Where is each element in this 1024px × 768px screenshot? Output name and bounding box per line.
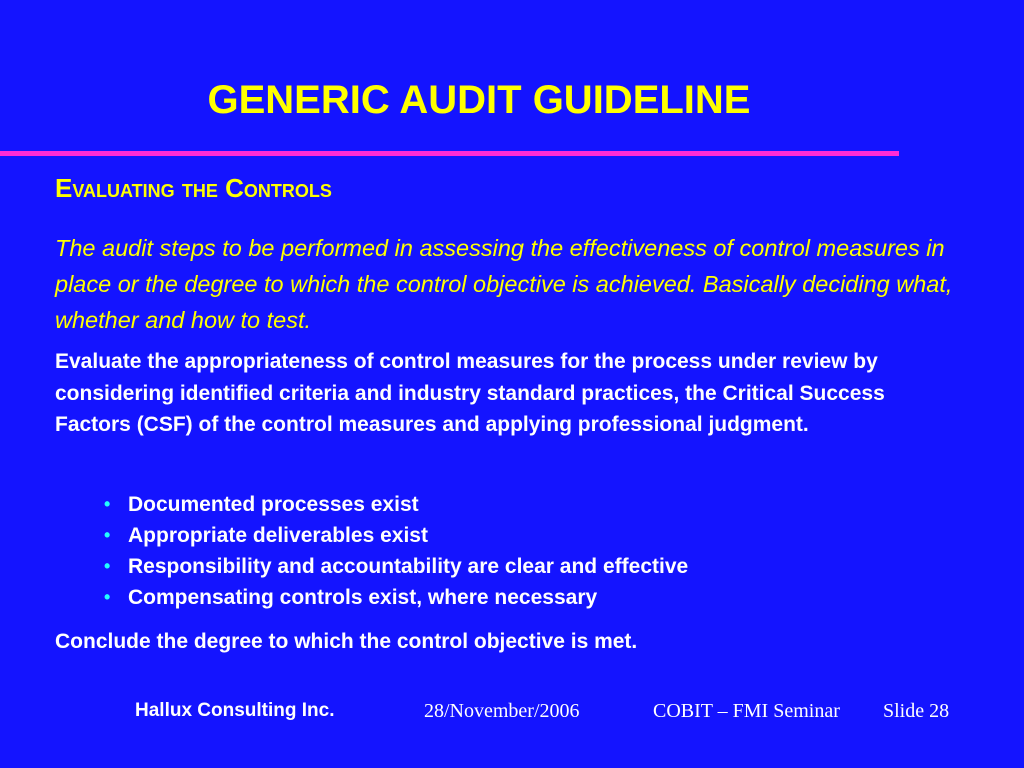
bullet-dot-icon: • [104,556,111,576]
bullet-text: Compensating controls exist, where necessary [128,586,598,609]
intro-paragraph: The audit steps to be performed in assessing the effectiveness of control measures in place or the degree to which the control objective is achieved. Basically deciding what, whether and how to test. [55,235,953,333]
conclusion-text: Conclude the degree to which the control objective is met. [55,630,638,653]
footer-slide-number: Slide 28 [883,700,950,722]
bullet-text: Documented processes exist [128,493,419,516]
bullet-list [104,489,688,613]
bullet-text: Appropriate deliverables exist [128,524,428,547]
footer-seminar: COBIT – FMI Seminar [653,700,840,722]
bullet-item [104,551,688,582]
slide-title: GENERIC AUDIT GUIDELINE [207,78,751,122]
bullet-item [104,582,688,613]
section-subheading: Evaluating the Controls [55,173,332,203]
footer-company: Hallux Consulting Inc. [135,700,335,721]
title-divider [0,151,899,156]
bullet-dot-icon: • [104,587,111,607]
bullet-item [104,489,688,520]
body-paragraph: Evaluate the appropriateness of control measures for the process under review by considering identified criteria and industry standard practices, the Critical Success Factors (CSF) of the control measures and applying professional judgment. [55,350,885,436]
bullet-text: Responsibility and accountability are clear and effective [128,555,689,578]
footer-date: 28/November/2006 [424,700,580,722]
bullet-item [104,520,688,551]
bullet-dot-icon: • [104,494,111,514]
bullet-dot-icon: • [104,525,111,545]
